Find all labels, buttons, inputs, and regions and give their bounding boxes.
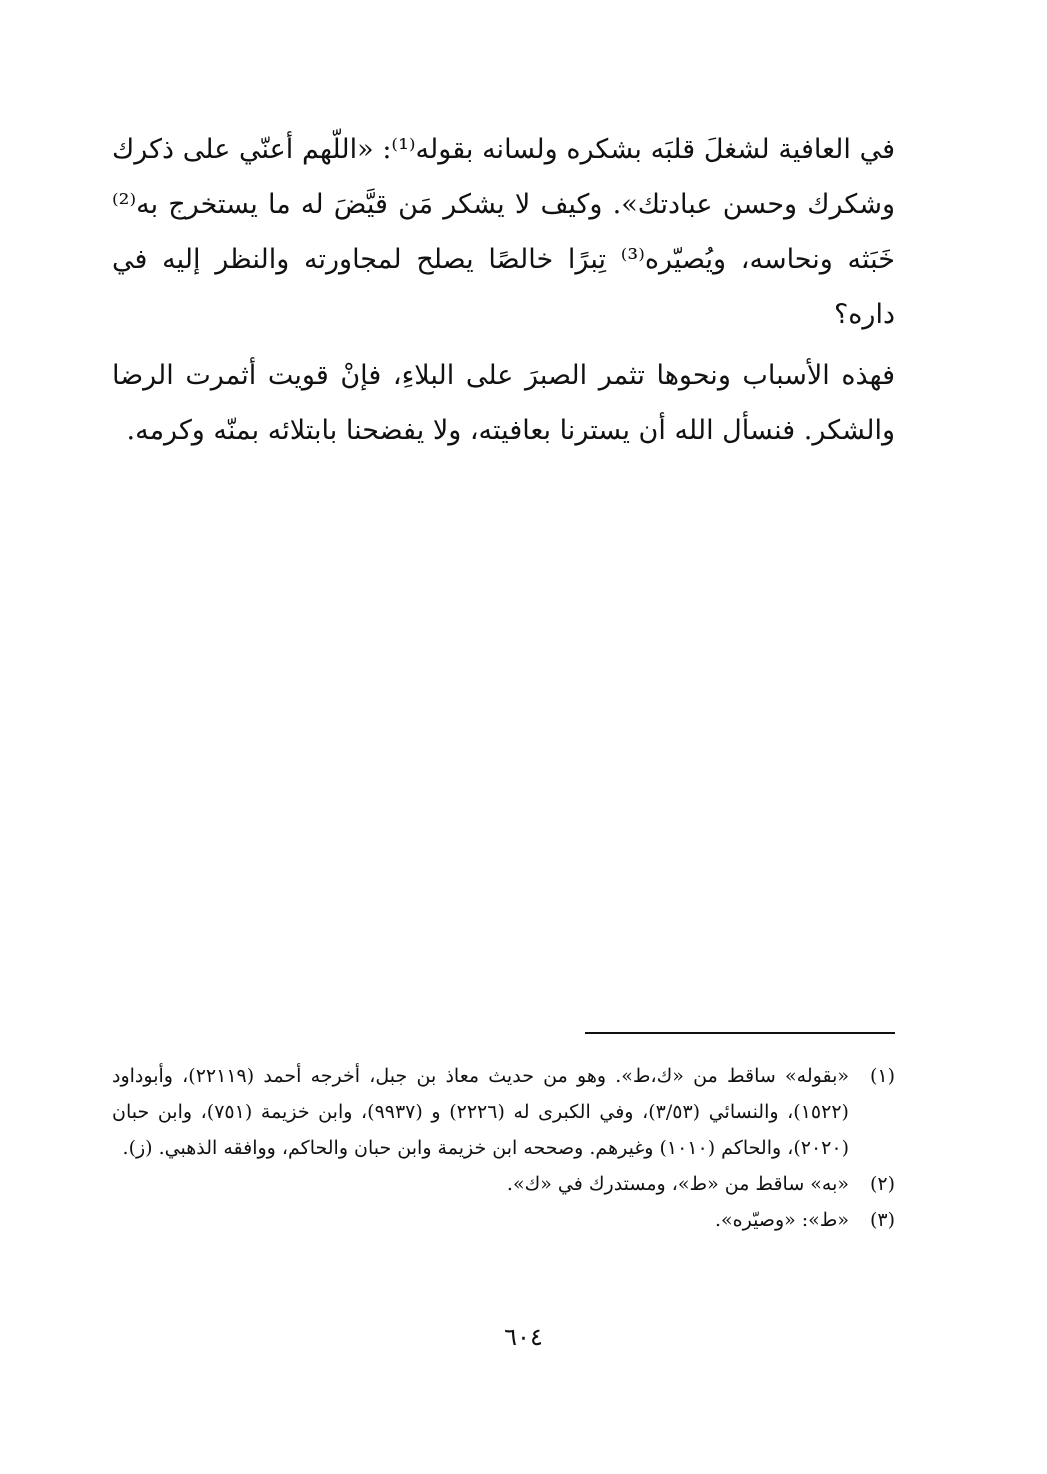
main-text-body xyxy=(112,122,895,458)
footnote-1 xyxy=(112,1058,895,1166)
page-number: ٦٠٤ xyxy=(504,1323,543,1351)
footnote-text: «به» ساقط من «ط»، ومستدرك في «ك». xyxy=(506,1173,849,1195)
footnote-text: «بقوله» ساقط من «ك،ط». وهو من حديث معاذ بن جبل، أخرجه أحمد (٢٢١١٩)، وأبوداود (١٥٢٢)، والنسائي (٣/٥٣)، وفي الكبرى له (٢٢٢٦) و (٩٩٣٧)، وابن خزيمة (٧٥١)، وابن حبان (٢٠٢٠)، والحاكم (١٠١٠) وغيرهم. وصححه ابن خزيمة وابن حبان والحاكم، ووافقه الذهبي. (ز). xyxy=(112,1065,849,1159)
footnote-3 xyxy=(112,1202,895,1238)
body-paragraph-2: فهذه الأسباب ونحوها تثمر الصبرَ على البلاءِ، فإنْ قويت أثمرت الرضا والشكر. فنسأل الله أن يسترنا بعافيته، ولا يفضحنا بابتلائه بمنّه وكرمه. xyxy=(112,360,895,446)
footnote-separator xyxy=(585,1032,895,1034)
footnote-2 xyxy=(112,1166,895,1202)
footnote-number: (٢) xyxy=(869,1173,895,1195)
footnote-text: «ط»: «وصيّره». xyxy=(714,1209,849,1231)
footnotes-section xyxy=(112,1058,895,1238)
footnote-number: (١) xyxy=(869,1065,895,1087)
footnote-number: (٣) xyxy=(869,1209,895,1231)
body-paragraph-1: في العافية لشغلَ قلبَه بشكره ولسانه بقوله⁽¹⁾: «اللّهم أعنّي على ذكرك وشكرك وحسن عبادتك». وكيف لا يشكر مَن قيَّضَ له ما يستخرج به⁽²⁾ خَبَثه ونحاسه، ويُصيّره⁽³⁾ تِبرًا خالصًا يصلح لمجاورته والنظر إليه في داره؟ xyxy=(112,134,895,330)
